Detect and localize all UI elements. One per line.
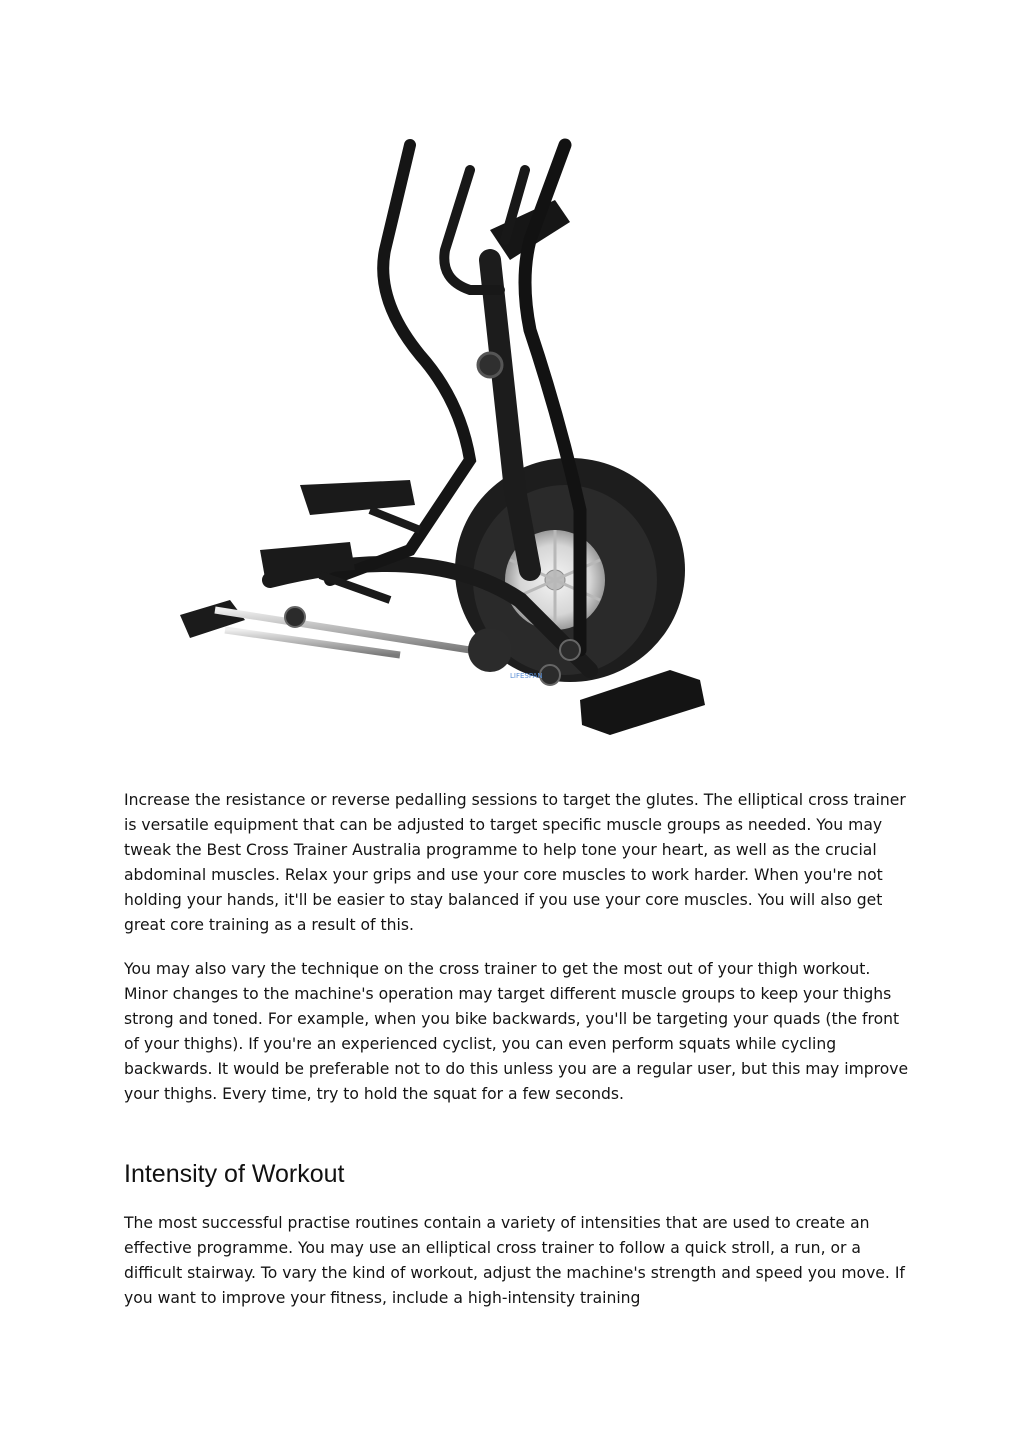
- paragraph-intensity: The most successful practise routines contain a variety of intensities that are used to create an effective programme. You may use an elliptical cross trainer to follow a quick stroll, a run, or a difficult stairway. To vary the kind of workout, adjust the machine's strength and speed you move. If you want to improve your fitness, include a high-intensity training: [124, 1214, 905, 1307]
- paragraph-glutes: Increase the resistance or reverse pedalling sessions to target the glutes. The elliptical cross trainer is versatile equipment that can be adjusted to target specific muscle groups as needed. You may tweak the Best Cross Trainer Australia programme to help tone your heart, as well as the crucial abdominal muscles. Relax your grips and use your core muscles to work harder. When you're not holding your hands, it'll be easier to stay balanced if you use your core muscles. You will also get great core training as a result of this.: [124, 791, 906, 934]
- section-heading: Intensity of Workout: [124, 1160, 345, 1188]
- elliptical-cross-trainer-image: [170, 130, 730, 750]
- brand-logo: LIFESPAN: [510, 672, 543, 680]
- paragraph-thigh-workout: You may also vary the technique on the cross trainer to get the most out of your thigh workout. Minor changes to the machine's operation may target different muscle groups to keep your thighs strong and toned. For example, when you bike backwards, you'll be targeting your quads (the front of your thighs). If you're an experienced cyclist, you can even perform squats while cycling backwards. It would be preferable not to do this unless you are a regular user, but this may improve your thighs. Every time, try to hold the squat for a few seconds.: [124, 960, 909, 1103]
